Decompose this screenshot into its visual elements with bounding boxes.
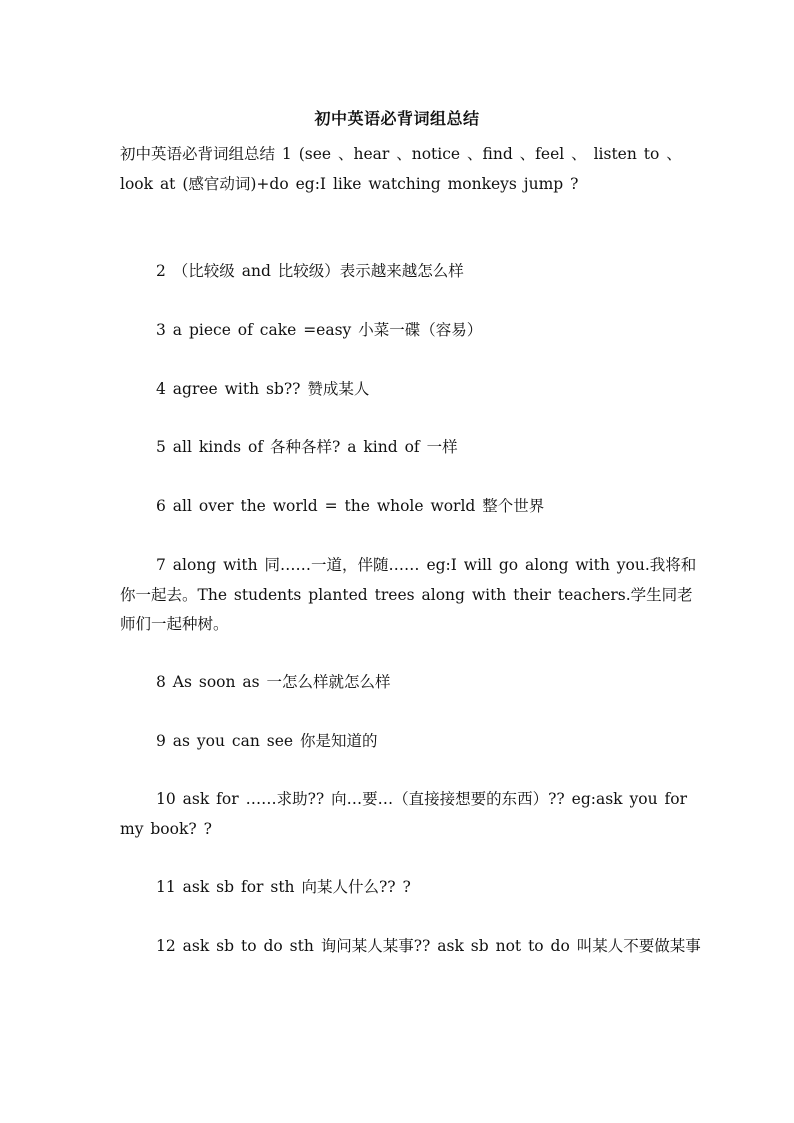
paragraph-5: 5 all kinds of 各种各样? a kind of 一样 [156, 438, 458, 456]
paragraph-9: 9 as you can see 你是知道的 [156, 732, 378, 750]
paragraph-7: 7 along with 同……一道，伴随…… eg:I will go along with you.我将和你一起去。The students planted trees along with their teachers.学生同老师们一起种树。 [120, 556, 697, 633]
paragraph-3: 3 a piece of cake =easy 小菜一碟（容易） [156, 321, 483, 339]
paragraph-1: 初中英语必背词组总结 1 (see 、hear 、notice 、find 、feel 、 listen to 、 look at (感官动词)+do eg:I like watching monkeys jump ? [120, 145, 682, 193]
paragraph-8: 8 As soon as 一怎么样就怎么样 [156, 673, 391, 691]
paragraph-11: 11 ask sb for sth 向某人什么?? ? [156, 878, 411, 896]
document-title: 初中英语必背词组总结 [314, 109, 480, 128]
paragraph-10: 10 ask for ……求助?? 向…要…（直接接想要的东西）?? eg:ask you for my book? ? [120, 790, 687, 838]
paragraph-6: 6 all over the world = the whole world 整个世界 [156, 497, 545, 515]
paragraph-4: 4 agree with sb?? 赞成某人 [156, 380, 370, 398]
paragraph-12: 12 ask sb to do sth 询问某人某事?? ask sb not to do 叫某人不要做某事 [156, 937, 701, 955]
paragraph-2: 2 （比较级 and 比较级）表示越来越怎么样 [156, 262, 464, 280]
